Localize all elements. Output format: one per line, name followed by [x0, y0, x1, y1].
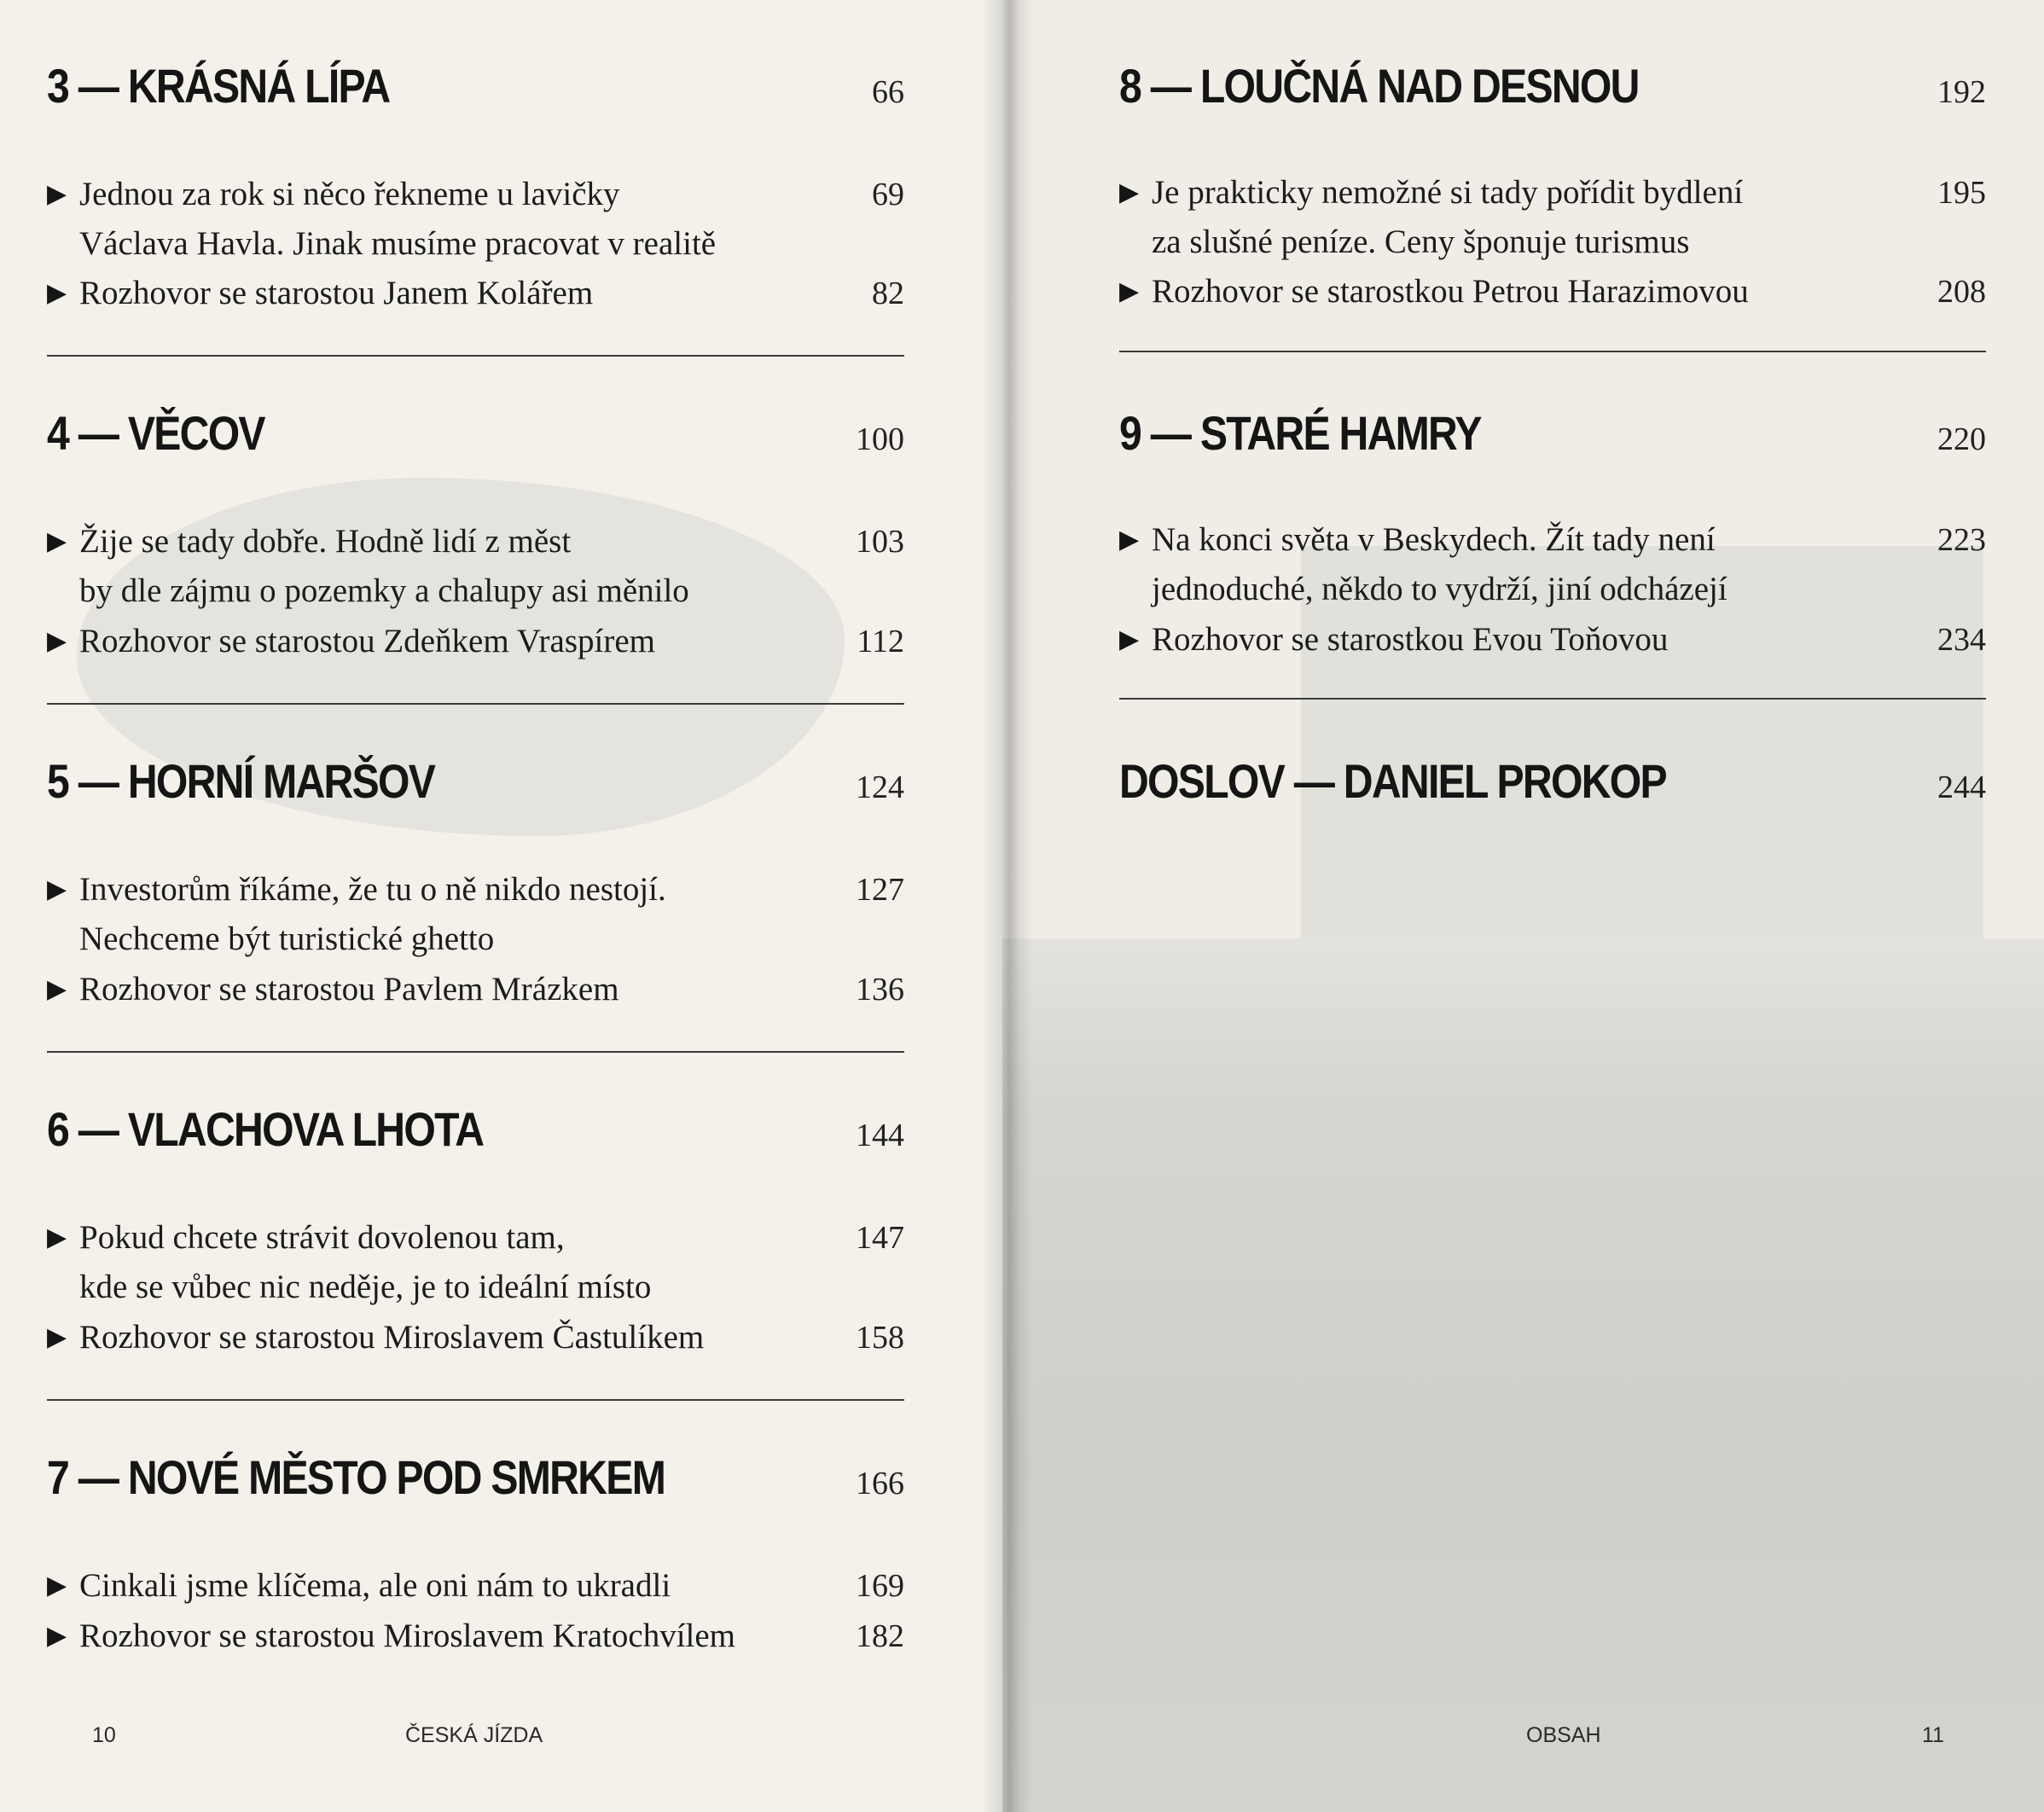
chapter-heading	[47, 753, 904, 809]
chapter-page-number: 124	[856, 770, 904, 805]
toc-entry[interactable]	[1119, 267, 1986, 317]
entry-page-number: 112	[857, 624, 904, 659]
divider	[47, 703, 904, 705]
entry-page-number: 158	[856, 1320, 904, 1356]
entry-text: Jednou za rok si něco řekneme u lavičky Václava Havla. Jinak musíme pracovat v realitě	[79, 176, 717, 262]
divider	[47, 1399, 904, 1401]
toc-entry[interactable]	[47, 1561, 904, 1611]
chapter-heading	[1119, 405, 1986, 461]
toc-entry[interactable]	[47, 269, 904, 318]
chapter-title: 8 — LOUČNÁ NAD DESNOU	[1119, 59, 1639, 113]
entry-text: Na konci světa v Beskydech. Žít tady není jednoduché, někdo to vydrží, jiní odcházejí	[1152, 521, 1728, 607]
entry-text: Rozhovor se starostou Miroslavem Častulíkem	[79, 1319, 705, 1356]
chapter-heading	[47, 1101, 904, 1157]
triangle-right-icon: ▶	[47, 1571, 67, 1600]
toc-entry[interactable]	[47, 617, 904, 666]
entry-page-number: 195	[1937, 175, 1986, 211]
entry-page-number: 69	[872, 177, 904, 212]
entry-text: Investorům říkáme, že tu o ně nikdo nestojí. Nechceme být turistické ghetto	[79, 871, 666, 957]
toc-entry[interactable]	[47, 1213, 904, 1312]
triangle-right-icon: ▶	[1119, 624, 1140, 654]
left-page	[0, 0, 1002, 1812]
entry-text: Cinkali jsme klíčema, ale oni nám to ukradli	[79, 1567, 671, 1604]
entry-page-number: 82	[872, 276, 904, 311]
chapter-page-number: 192	[1937, 74, 1986, 110]
divider	[1119, 698, 1986, 700]
running-title: OBSAH	[1526, 1723, 1601, 1747]
page-number: 11	[1922, 1723, 1944, 1747]
triangle-right-icon: ▶	[1119, 177, 1140, 207]
entry-text: Je prakticky nemožné si tady pořídit bydlení za slušné peníze. Ceny šponuje turismus	[1152, 174, 1744, 260]
chapter-title: DOSLOV — DANIEL PROKOP	[1119, 754, 1666, 808]
toc-entry[interactable]	[47, 517, 904, 616]
chapter-title: 3 — KRÁSNÁ LÍPA	[47, 59, 390, 113]
entry-text: Rozhovor se starostou Miroslavem Kratochvílem	[79, 1617, 736, 1654]
chapter-page-number: 100	[856, 421, 904, 457]
triangle-right-icon: ▶	[47, 974, 67, 1004]
entry-text: Žije se tady dobře. Hodně lidí z měst by dle zájmu o pozemky a chalupy asi měnilo	[79, 523, 689, 609]
entry-page-number: 127	[856, 872, 904, 908]
entry-page-number: 182	[856, 1618, 904, 1654]
chapter-title: 7 — NOVÉ MĚSTO POD SMRKEM	[47, 1450, 665, 1504]
triangle-right-icon: ▶	[47, 874, 67, 904]
chapter-page-number: 244	[1937, 770, 1986, 805]
divider	[47, 1051, 904, 1053]
triangle-right-icon: ▶	[47, 179, 67, 209]
toc-entry[interactable]	[1119, 168, 1986, 267]
toc-entry[interactable]	[47, 1313, 904, 1362]
entry-page-number: 223	[1937, 522, 1986, 558]
divider	[47, 355, 904, 357]
chapter-title: 4 — VĚCOV	[47, 406, 264, 460]
chapter-title: 5 — HORNÍ MARŠOV	[47, 754, 435, 808]
entry-page-number: 103	[856, 524, 904, 560]
entry-page-number: 208	[1937, 274, 1986, 310]
chapter-page-number: 220	[1937, 421, 1986, 457]
triangle-right-icon: ▶	[1119, 276, 1140, 306]
triangle-right-icon: ▶	[47, 626, 67, 656]
triangle-right-icon: ▶	[47, 278, 67, 308]
entry-text: Rozhovor se starostou Janem Kolářem	[79, 275, 594, 311]
toc-entry[interactable]	[47, 1612, 904, 1661]
entry-text: Pokud chcete strávit dovolenou tam, kde se vůbec nic neděje, je to ideální místo	[79, 1219, 652, 1305]
right-page	[1002, 0, 2044, 1812]
show-through-photo	[1002, 938, 2044, 1812]
chapter-page-number: 66	[872, 74, 904, 110]
triangle-right-icon: ▶	[47, 1322, 67, 1352]
triangle-right-icon: ▶	[1119, 525, 1140, 555]
chapter-title: 6 — VLACHOVA LHOTA	[47, 1102, 484, 1156]
toc-entry[interactable]	[1119, 615, 1986, 665]
toc-entry[interactable]	[47, 965, 904, 1014]
triangle-right-icon: ▶	[47, 526, 67, 556]
page-number: 10	[92, 1723, 116, 1747]
chapter-heading	[47, 1449, 904, 1505]
chapter-heading	[47, 58, 904, 113]
chapter-title: 9 — STARÉ HAMRY	[1119, 406, 1481, 460]
entry-page-number: 169	[856, 1568, 904, 1604]
toc-entry[interactable]	[47, 170, 904, 269]
triangle-right-icon: ▶	[47, 1223, 67, 1252]
divider	[1119, 351, 1986, 352]
entry-page-number: 136	[856, 972, 904, 1008]
toc-entry[interactable]	[1119, 515, 1986, 614]
chapter-heading	[1119, 753, 1986, 809]
chapter-page-number: 166	[856, 1466, 904, 1501]
entry-page-number: 234	[1937, 622, 1986, 658]
entry-text: Rozhovor se starostou Zdeňkem Vraspírem	[79, 623, 655, 659]
entry-text: Rozhovor se starostkou Evou Toňovou	[1152, 621, 1669, 658]
entry-text: Rozhovor se starostou Pavlem Mrázkem	[79, 971, 619, 1008]
entry-text: Rozhovor se starostkou Petrou Harazimovou	[1152, 273, 1749, 310]
toc-entry[interactable]	[47, 865, 904, 964]
triangle-right-icon: ▶	[47, 1621, 67, 1651]
chapter-heading	[1119, 58, 1986, 113]
entry-page-number: 147	[856, 1220, 904, 1256]
running-title: ČESKÁ JÍZDA	[405, 1723, 543, 1747]
chapter-heading	[47, 405, 904, 461]
chapter-page-number: 144	[856, 1118, 904, 1153]
